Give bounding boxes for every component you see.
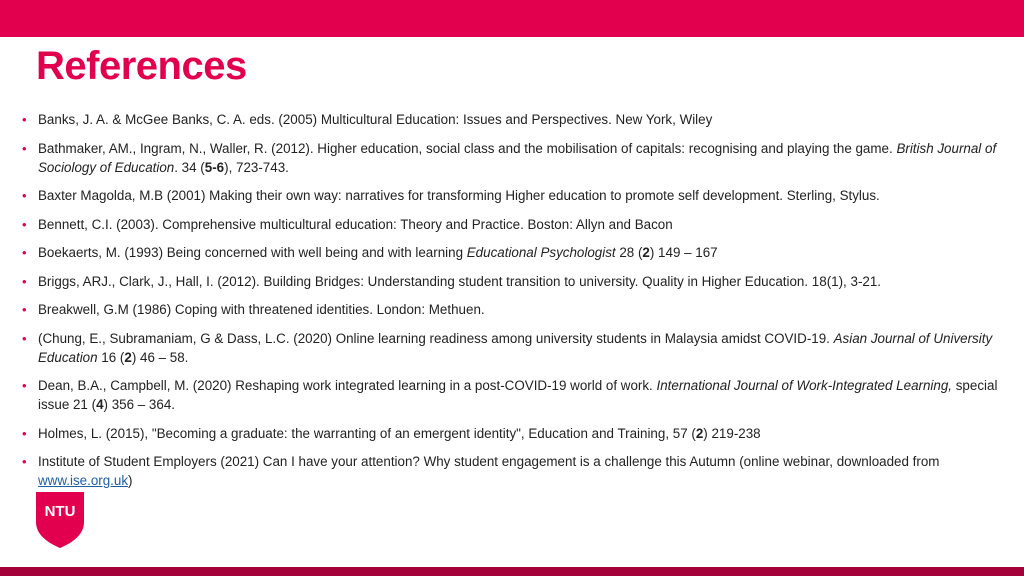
issue-number: 4 [96,397,104,412]
page-title: References [36,44,247,88]
ise-website-link[interactable]: www.ise.org.uk [38,473,129,488]
journal-title: Educational Psychologist [466,245,616,260]
reference-text: . 34 ( [174,159,205,175]
reference-text: Briggs, ARJ., Clark, J., Hall, I. (2012). Building Bridges: Understanding student transition to university. Quality in Higher Education. 18(1), 3-21. [38,273,882,289]
reference-text: Bennett, C.I. (2003). Comprehensive multicultural education: Theory and Practice. Boston: Allyn and Bacon [38,216,673,232]
reference-list [0,110,1010,500]
reference-text: ) [128,473,133,488]
list-item [0,452,1010,490]
list-item [0,329,1010,367]
reference-text: Holmes, L. (2015), "Becoming a graduate: the warranting of an emergent identity", Education and Training, 57 ( [38,425,696,441]
bullet-icon: • [22,245,27,260]
reference-text: ) 46 – 58. [131,349,189,365]
shield-icon [36,492,84,548]
reference-text: ) 149 – 167 [649,245,718,260]
reference-text: 28 ( [615,245,643,260]
bullet-icon: • [22,330,27,346]
reference-text: special issue 21 ( [38,378,998,412]
list-item [0,243,1010,262]
reference-text: (Chung, E., Subramaniam, G & Dass, L.C. (2020) Online learning readiness among university students in Malaysia amidst COVID-19. [38,330,834,346]
list-item [0,110,1010,129]
journal-title: Asian Journal of University Education [38,330,993,365]
bullet-icon: • [22,188,27,203]
journal-title: International Journal of Work-Integrated Learning, [656,378,953,393]
bullet-icon: • [22,140,27,156]
issue-number: 2 [124,349,132,365]
list-item [0,272,1010,291]
footer-bar [0,567,1024,576]
list-item [0,300,1010,319]
logo-label: NTU [44,503,76,520]
reference-text: Breakwell, G.M (1986) Coping with threatened identities. London: Methuen. [38,302,485,317]
journal-title: British Journal of Sociology of Education [38,140,997,175]
bullet-icon: • [22,425,27,441]
ntu-logo [36,492,84,548]
reference-text: Boekaerts, M. (1993) Being concerned with well being and with learning [38,245,467,260]
list-item [0,186,1010,205]
bullet-icon: • [22,302,27,317]
bullet-icon: • [22,216,27,232]
reference-text: Bathmaker, AM., Ingram, N., Waller, R. (2012). Higher education, social class and the mobilisation of capitals: recognising and playing the game. [38,140,897,156]
reference-text: ), 723-743. [224,159,289,175]
bullet-icon: • [22,112,27,127]
list-item [0,376,1010,414]
reference-text: ) 356 – 364. [103,397,175,412]
reference-text: Banks, J. A. & McGee Banks, C. A. eds. (2005) Multicultural Education: Issues and Perspectives. New York, Wiley [38,112,713,127]
reference-text: ) 219-238 [703,425,761,441]
bullet-icon: • [22,378,27,393]
reference-text: Dean, B.A., Campbell, M. (2020) Reshaping work integrated learning in a post-COVID-19 world of work. [38,378,657,393]
list-item [0,215,1010,234]
reference-text: 16 ( [97,349,125,365]
list-item [0,424,1010,443]
bullet-icon: • [22,273,27,289]
header-bar [0,0,1024,37]
issue-number: 5-6 [204,159,225,175]
reference-text: Baxter Magolda, M.B (2001) Making their own way: narratives for transforming Higher education to promote self development. Sterling, Stylus. [38,188,880,203]
issue-number: 2 [642,245,650,260]
reference-text: Institute of Student Employers (2021) Can I have your attention? Why student engagement is a challenge this Autumn (online webinar, downloaded from [38,454,940,469]
issue-number: 2 [695,425,704,441]
bullet-icon: • [22,454,27,469]
list-item [0,139,1010,177]
